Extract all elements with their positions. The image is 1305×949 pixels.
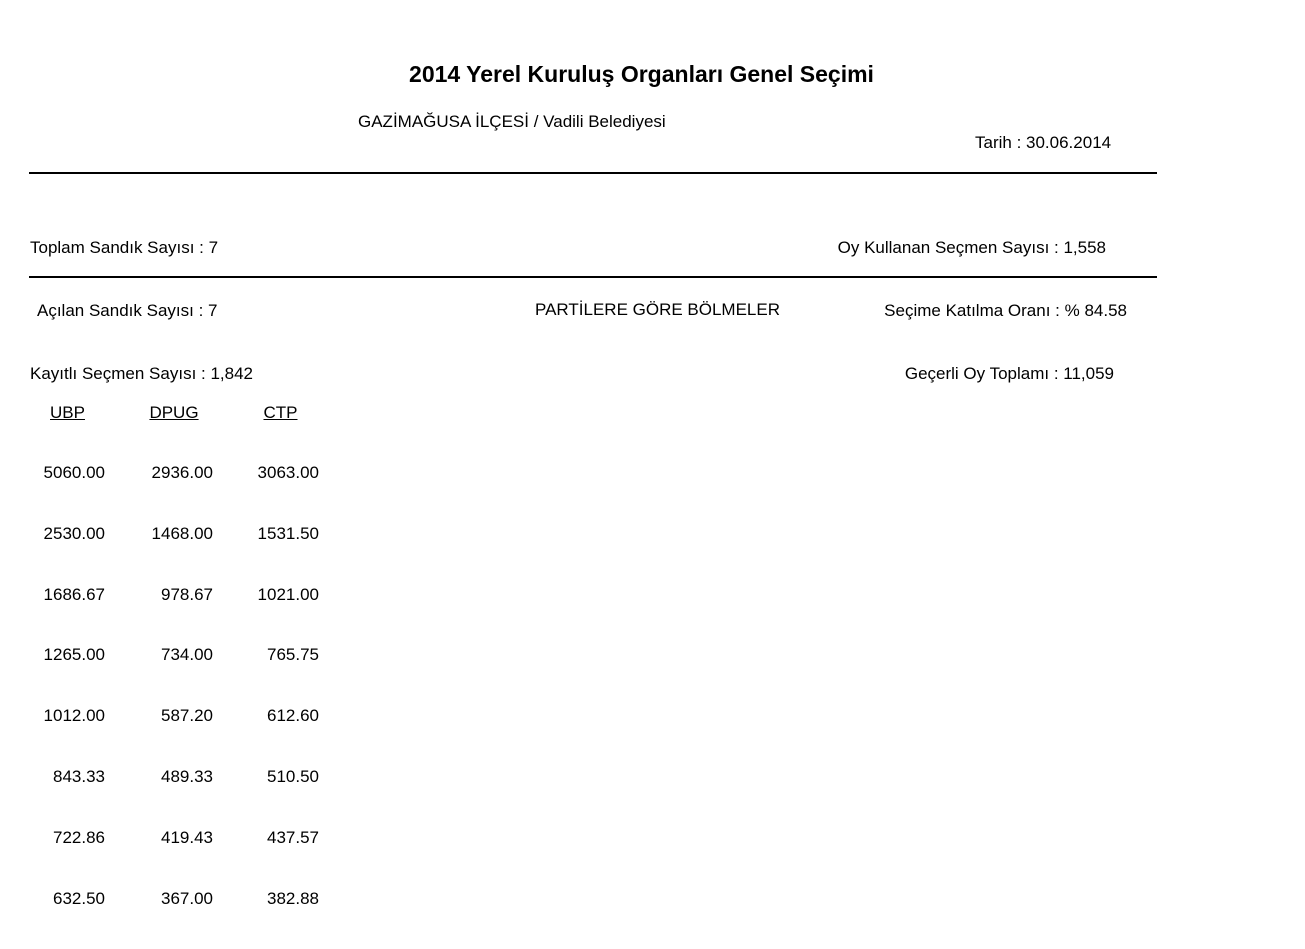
table-cell: 437.57 xyxy=(267,827,319,847)
column-header: CTP xyxy=(263,403,298,422)
district-subtitle: GAZİMAĞUSA İLÇESİ / Vadili Belediyesi xyxy=(358,112,666,131)
column-header: UBP xyxy=(50,403,85,422)
party-column-ctp xyxy=(242,362,319,949)
divider-bottom xyxy=(29,276,1157,278)
report-date: Tarih : 30.06.2014 xyxy=(975,133,1112,152)
table-cell: 722.86 xyxy=(53,827,105,847)
table-cell: 382.88 xyxy=(267,888,319,908)
table-cell: 587.20 xyxy=(161,706,213,726)
table-cell: 1531.50 xyxy=(257,523,319,543)
voters-cast: Oy Kullanan Seçmen Sayısı : 1,558 xyxy=(837,238,1106,257)
table-cell: 765.75 xyxy=(267,645,319,665)
page-title: 2014 Yerel Kuruluş Organları Genel Seçimi xyxy=(409,61,874,87)
table-cell: 2530.00 xyxy=(43,523,105,543)
table-cell: 1012.00 xyxy=(43,706,105,726)
party-column-dpug xyxy=(135,362,213,949)
table-cell: 367.00 xyxy=(161,888,213,908)
registered-voters: Kayıtlı Seçmen Sayısı : 1,842 xyxy=(30,364,254,383)
table-cell: 5060.00 xyxy=(43,463,105,482)
divider-top xyxy=(29,172,1157,174)
table-cell: 978.67 xyxy=(161,584,213,604)
table-cell: 734.00 xyxy=(161,645,213,665)
table-cell: 419.43 xyxy=(161,827,213,847)
table-cell: 1265.00 xyxy=(43,645,105,665)
table-cell: 843.33 xyxy=(53,766,105,786)
section-title: PARTİLERE GÖRE BÖLMELER xyxy=(535,300,780,319)
table-cell: 1686.67 xyxy=(43,584,105,604)
table-cell: 3063.00 xyxy=(257,463,319,482)
table-cell: 632.50 xyxy=(53,888,105,908)
valid-votes-total: Geçerli Oy Toplamı : 11,059 xyxy=(904,364,1114,383)
party-column-ubp xyxy=(30,362,105,949)
table-cell: 2936.00 xyxy=(151,463,213,482)
table-cell: 510.50 xyxy=(267,766,319,786)
turnout-rate: Seçime Katılma Oranı : % 84.58 xyxy=(884,301,1127,320)
column-header: DPUG xyxy=(149,403,199,422)
total-ballot-boxes: Toplam Sandık Sayısı : 7 xyxy=(30,238,219,257)
table-cell: 489.33 xyxy=(161,766,213,786)
table-cell: 1468.00 xyxy=(151,523,213,543)
table-cell: 612.60 xyxy=(267,706,319,726)
table-cell: 1021.00 xyxy=(257,584,319,604)
opened-ballot-boxes: Açılan Sandık Sayısı : 7 xyxy=(37,301,218,320)
